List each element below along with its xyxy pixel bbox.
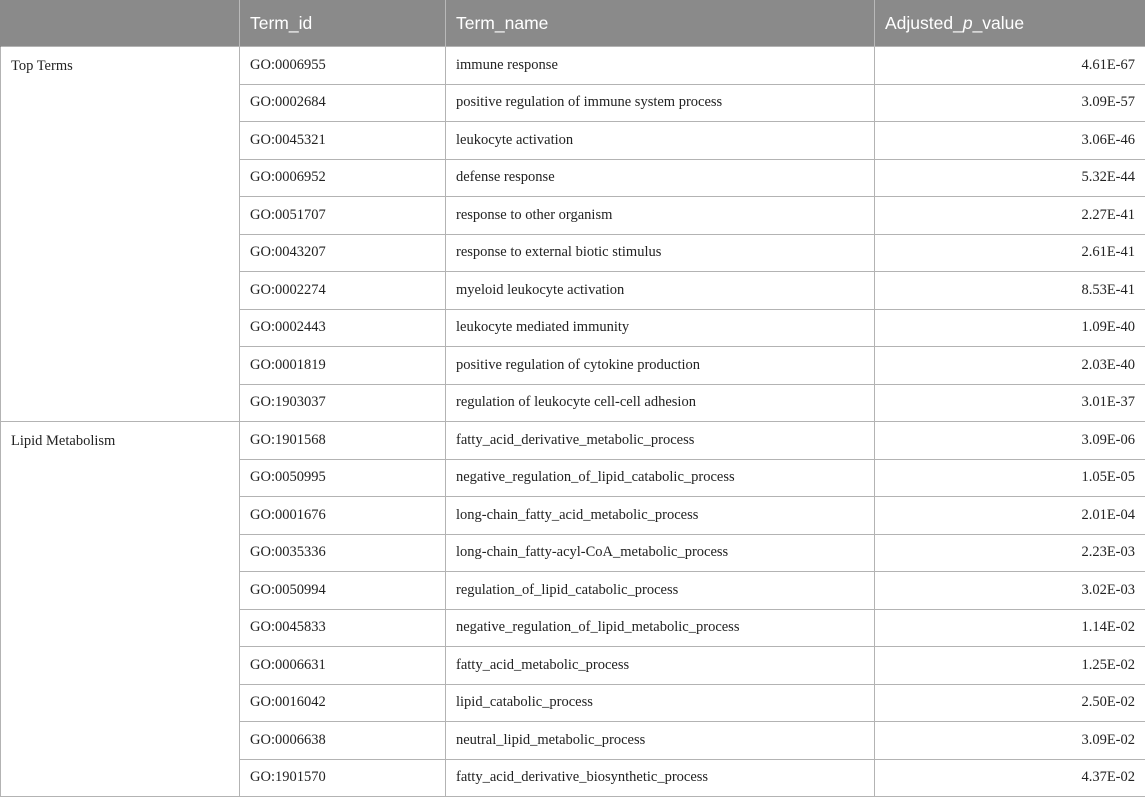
adjusted-p-value-cell: 1.14E-02 xyxy=(875,609,1145,647)
term-id-cell: GO:0045833 xyxy=(240,609,446,647)
term-name-cell: long-chain_fatty-acyl-CoA_metabolic_process xyxy=(446,534,875,572)
header-term-id: Term_id xyxy=(240,1,446,47)
header-term-name: Term_name xyxy=(446,1,875,47)
group-label: Top Terms xyxy=(1,47,240,422)
term-id-cell: GO:1901570 xyxy=(240,759,446,797)
adjusted-p-value-cell: 2.03E-40 xyxy=(875,347,1145,385)
header-group xyxy=(1,1,240,47)
term-name-cell: regulation_of_lipid_catabolic_process xyxy=(446,572,875,610)
adjusted-p-value-cell: 5.32E-44 xyxy=(875,159,1145,197)
adjusted-p-value-cell: 3.01E-37 xyxy=(875,384,1145,422)
adjusted-p-value-cell: 2.01E-04 xyxy=(875,497,1145,535)
adjusted-p-value-cell: 2.27E-41 xyxy=(875,197,1145,235)
term-name-cell: fatty_acid_derivative_biosynthetic_process xyxy=(446,759,875,797)
term-id-cell: GO:0006952 xyxy=(240,159,446,197)
term-name-cell: defense response xyxy=(446,159,875,197)
term-id-cell: GO:0045321 xyxy=(240,122,446,160)
term-name-cell: regulation of leukocyte cell-cell adhesion xyxy=(446,384,875,422)
table-header xyxy=(1,1,1145,47)
term-name-cell: fatty_acid_metabolic_process xyxy=(446,647,875,685)
adjusted-p-value-cell: 4.61E-67 xyxy=(875,47,1145,85)
adjusted-p-value-cell: 2.61E-41 xyxy=(875,234,1145,272)
adjusted-p-value-cell: 3.06E-46 xyxy=(875,122,1145,160)
term-name-cell: immune response xyxy=(446,47,875,85)
term-id-cell: GO:1903037 xyxy=(240,384,446,422)
adjusted-p-value-cell: 4.37E-02 xyxy=(875,759,1145,797)
term-id-cell: GO:0051707 xyxy=(240,197,446,235)
header-pval-italic: p xyxy=(963,13,973,33)
adjusted-p-value-cell: 3.02E-03 xyxy=(875,572,1145,610)
adjusted-p-value-cell: 8.53E-41 xyxy=(875,272,1145,310)
adjusted-p-value-cell: 3.09E-57 xyxy=(875,84,1145,122)
adjusted-p-value-cell: 1.05E-05 xyxy=(875,459,1145,497)
term-id-cell: GO:0050995 xyxy=(240,459,446,497)
term-id-cell: GO:0006631 xyxy=(240,647,446,685)
term-id-cell: GO:0050994 xyxy=(240,572,446,610)
term-name-cell: response to other organism xyxy=(446,197,875,235)
term-id-cell: GO:0016042 xyxy=(240,684,446,722)
term-id-cell: GO:0001819 xyxy=(240,347,446,385)
adjusted-p-value-cell: 2.23E-03 xyxy=(875,534,1145,572)
term-id-cell: GO:0002443 xyxy=(240,309,446,347)
term-id-cell: GO:0006955 xyxy=(240,47,446,85)
term-name-cell: myeloid leukocyte activation xyxy=(446,272,875,310)
term-name-cell: response to external biotic stimulus xyxy=(446,234,875,272)
term-id-cell: GO:0002684 xyxy=(240,84,446,122)
term-name-cell: leukocyte mediated immunity xyxy=(446,309,875,347)
header-pval-prefix: Adjusted_ xyxy=(885,13,963,33)
header-adjusted-p-value xyxy=(875,1,1145,47)
term-name-cell: lipid_catabolic_process xyxy=(446,684,875,722)
term-id-cell: GO:0006638 xyxy=(240,722,446,760)
term-name-cell: negative_regulation_of_lipid_catabolic_process xyxy=(446,459,875,497)
adjusted-p-value-cell: 3.09E-06 xyxy=(875,422,1145,460)
adjusted-p-value-cell: 3.09E-02 xyxy=(875,722,1145,760)
term-name-cell: negative_regulation_of_lipid_metabolic_process xyxy=(446,609,875,647)
header-pval-suffix: _value xyxy=(973,13,1025,33)
adjusted-p-value-cell: 1.25E-02 xyxy=(875,647,1145,685)
term-name-cell: positive regulation of cytokine production xyxy=(446,347,875,385)
term-id-cell: GO:0043207 xyxy=(240,234,446,272)
term-name-cell: neutral_lipid_metabolic_process xyxy=(446,722,875,760)
term-id-cell: GO:1901568 xyxy=(240,422,446,460)
header-row xyxy=(1,1,1145,47)
term-name-cell: long-chain_fatty_acid_metabolic_process xyxy=(446,497,875,535)
term-id-cell: GO:0001676 xyxy=(240,497,446,535)
group-label: Lipid Metabolism xyxy=(1,422,240,797)
adjusted-p-value-cell: 1.09E-40 xyxy=(875,309,1145,347)
term-name-cell: positive regulation of immune system process xyxy=(446,84,875,122)
term-name-cell: fatty_acid_derivative_metabolic_process xyxy=(446,422,875,460)
table-row xyxy=(1,422,1145,460)
term-id-cell: GO:0035336 xyxy=(240,534,446,572)
term-name-cell: leukocyte activation xyxy=(446,122,875,160)
term-id-cell: GO:0002274 xyxy=(240,272,446,310)
table-row xyxy=(1,47,1145,85)
table-body xyxy=(1,47,1145,797)
adjusted-p-value-cell: 2.50E-02 xyxy=(875,684,1145,722)
